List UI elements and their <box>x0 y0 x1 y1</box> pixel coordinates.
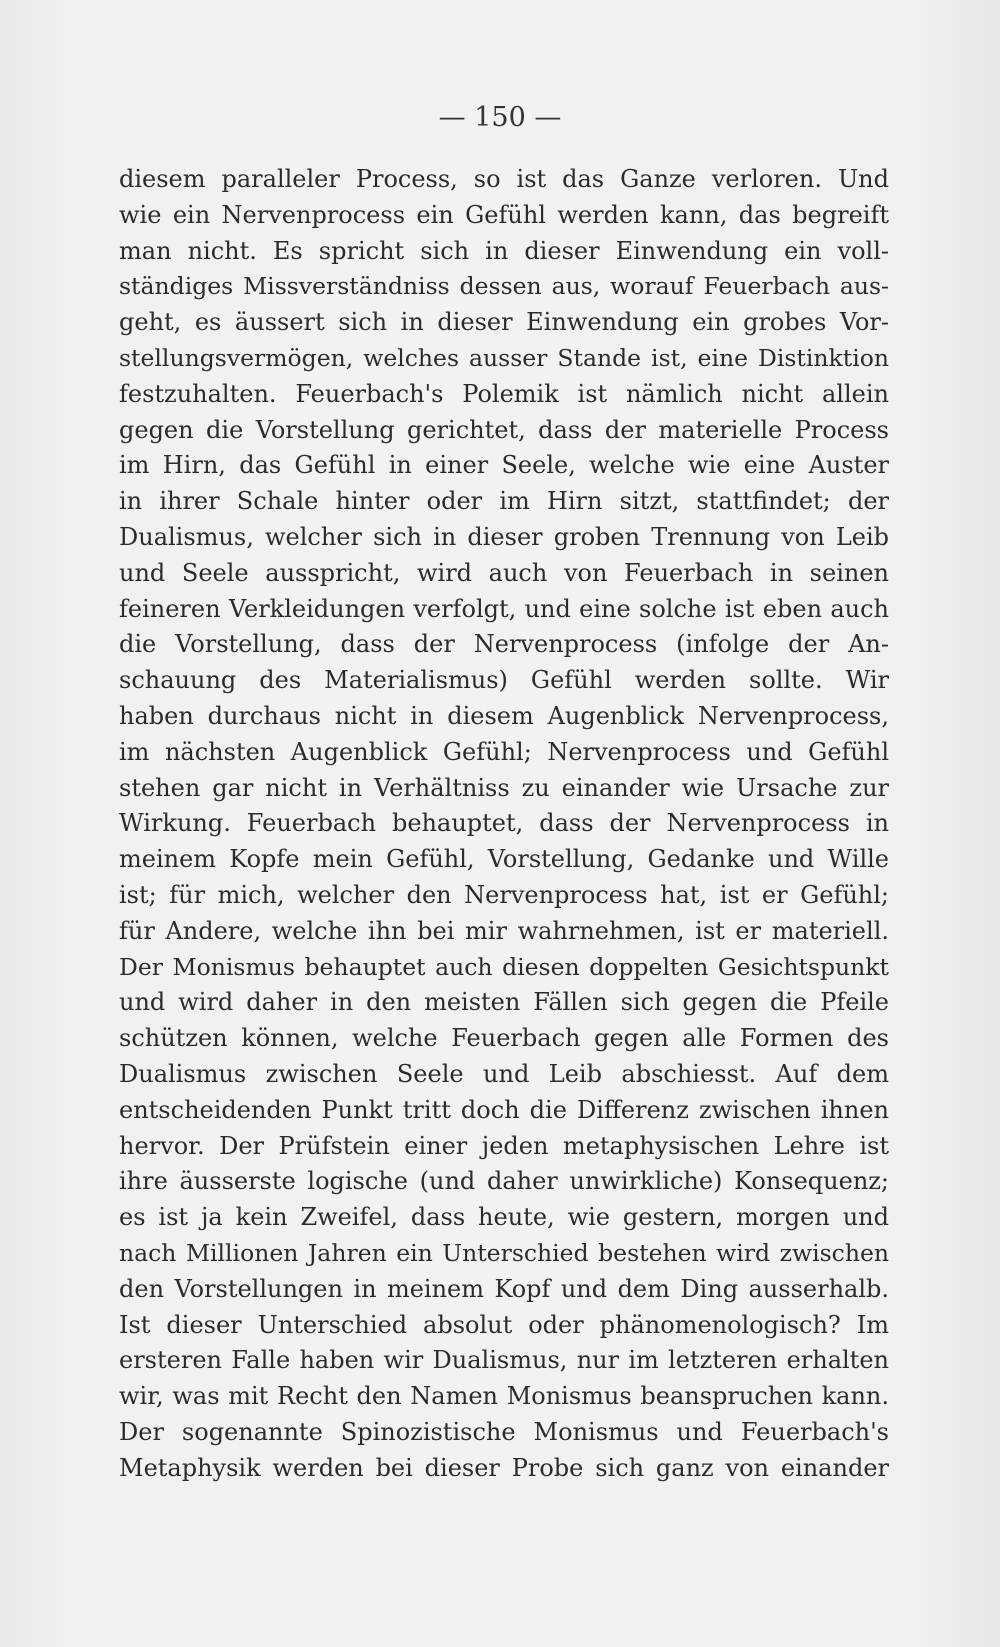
text-line: feineren Verkleidungen verfolgt, und eine solche ist eben auch <box>119 594 889 623</box>
text-line: im Hirn, das Gefühl in einer Seele, welche wie eine Auster <box>119 451 889 480</box>
text-line: gegen die Vorstellung gerichtet, dass der materielle Process <box>119 415 889 444</box>
text-line: geht, es äussert sich in dieser Einwendung ein grobes Vor- <box>119 308 889 337</box>
text-line: Dualismus zwischen Seele und Leib abschiesst. Auf dem <box>119 1059 889 1088</box>
text-line: wie ein Nervenprocess ein Gefühl werden kann, das begreift <box>119 200 889 229</box>
text-line: ist; für mich, welcher den Nervenprocess hat, ist er Gefühl; <box>119 880 889 909</box>
text-line: nach Millionen Jahren ein Unterschied bestehen wird zwischen <box>119 1238 889 1267</box>
text-line: man nicht. Es spricht sich in dieser Einwendung ein voll- <box>119 236 889 265</box>
text-line: stellungsvermögen, welches ausser Stande ist, eine Distinktion <box>119 343 889 372</box>
text-line: meinem Kopfe mein Gefühl, Vorstellung, Gedanke und Wille <box>119 845 889 874</box>
text-line: festzuhalten. Feuerbach's Polemik ist nämlich nicht allein <box>119 379 889 408</box>
text-line: im nächsten Augenblick Gefühl; Nervenprocess und Gefühl <box>119 737 889 766</box>
text-line: und Seele ausspricht, wird auch von Feuerbach in seinen <box>119 558 889 587</box>
text-line: Metaphysik werden bei dieser Probe sich ganz von einander <box>119 1453 889 1482</box>
body-text <box>119 162 889 1486</box>
text-line: schauung des Materialismus) Gefühl werden sollte. Wir <box>119 666 889 695</box>
text-line: schützen können, welche Feuerbach gegen alle Formen des <box>119 1024 889 1053</box>
text-line: diesem paralleler Process, so ist das Ganze verloren. Und <box>119 165 889 193</box>
text-line: und wird daher in den meisten Fällen sich gegen die Pfeile <box>119 988 889 1017</box>
text-line: ersteren Falle haben wir Dualismus, nur im letzteren erhalten <box>119 1346 889 1375</box>
text-line: hervor. Der Prüfstein einer jeden metaphysischen Lehre ist <box>119 1131 889 1160</box>
text-line: Ist dieser Unterschied absolut oder phänomenologisch? Im <box>119 1310 889 1339</box>
text-line: Der Monismus behauptet auch diesen doppelten Gesichtspunkt <box>119 952 889 981</box>
text-line: die Vorstellung, dass der Nervenprocess (infolge der An- <box>119 630 889 659</box>
text-line: Dualismus, welcher sich in dieser groben Trennung von Leib <box>119 522 889 551</box>
text-line: haben durchaus nicht in diesem Augenblick Nervenprocess, <box>119 701 889 730</box>
text-line: stehen gar nicht in Verhältniss zu einander wie Ursache zur <box>119 773 889 802</box>
text-line: für Andere, welche ihn bei mir wahrnehmen, ist er materiell. <box>119 916 889 945</box>
text-line: den Vorstellungen in meinem Kopf und dem Ding ausserhalb. <box>119 1274 889 1303</box>
text-line: ihre äusserste logische (und daher unwirkliche) Konsequenz; <box>119 1167 889 1196</box>
page-number: — 150 — <box>438 102 562 133</box>
text-line: es ist ja kein Zweifel, dass heute, wie gestern, morgen und <box>119 1203 889 1232</box>
text-line: Der sogenannte Spinozistische Monismus und Feuerbach's <box>119 1417 889 1446</box>
text-line: entscheidenden Punkt tritt doch die Differenz zwischen ihnen <box>119 1095 889 1124</box>
text-line: ständiges Missverständniss dessen aus, worauf Feuerbach aus- <box>119 272 889 301</box>
text-line: in ihrer Schale hinter oder im Hirn sitzt, stattfindet; der <box>119 487 889 516</box>
text-line: Wirkung. Feuerbach behauptet, dass der Nervenprocess in <box>119 809 889 838</box>
text-line: wir, was mit Recht den Namen Monismus beanspruchen kann. <box>119 1382 889 1411</box>
